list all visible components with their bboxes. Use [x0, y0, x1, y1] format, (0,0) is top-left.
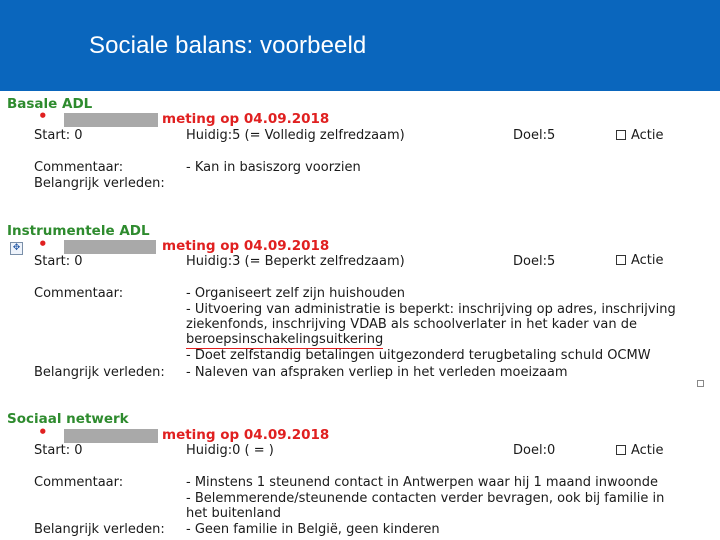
meting-date: meting op 04.09.2018 [162, 238, 330, 254]
commentaar-line: - Organiseert zelf zijn huishouden [186, 286, 405, 301]
commentaar-line: - Doet zelfstandig betalingen uitgezonderd terugbetaling schuld OCMW [186, 348, 651, 363]
spellcheck-underlined-word: beroepsinschakelingsuitkering [186, 332, 384, 347]
actie-label: Actie [631, 128, 664, 143]
checkbox-icon[interactable] [616, 445, 626, 455]
checkbox-icon[interactable] [616, 255, 626, 265]
commentaar-line: ziekenfonds, inschrijving VDAB als schoolverlater in het kader van de [186, 317, 637, 332]
huidig-value: Huidig:0 ( = ) [186, 443, 274, 458]
meting-date: meting op 04.09.2018 [162, 111, 330, 127]
meting-date: meting op 04.09.2018 [162, 427, 330, 443]
huidig-value: Huidig:3 (= Beperkt zelfredzaam) [186, 254, 405, 269]
section-title-basale-adl: Basale ADL [7, 96, 93, 112]
redacted-name [64, 113, 158, 127]
verleden-label: Belangrijk verleden: [34, 365, 165, 380]
actie-checkbox[interactable] [616, 128, 664, 144]
bullet-icon: • [38, 423, 48, 441]
actie-checkbox[interactable] [616, 253, 664, 269]
verleden-label: Belangrijk verleden: [34, 176, 165, 191]
checkbox-icon[interactable] [616, 130, 626, 140]
start-value: Start: 0 [34, 254, 83, 269]
resize-handle-icon[interactable] [697, 380, 704, 387]
start-value: Start: 0 [34, 128, 83, 143]
redacted-name [64, 240, 156, 254]
redacted-name [64, 429, 158, 443]
doel-value: Doel:5 [513, 254, 556, 269]
doel-value: Doel:0 [513, 443, 556, 458]
verleden-label: Belangrijk verleden: [34, 522, 165, 537]
verleden-text: - Geen familie in België, geen kinderen [186, 522, 440, 537]
move-handle-icon[interactable]: ✥ [10, 242, 23, 255]
actie-label: Actie [631, 253, 664, 268]
section-title-sociaal-netwerk: Sociaal netwerk [7, 411, 129, 427]
start-value: Start: 0 [34, 443, 83, 458]
section-title-instrumentele-adl: Instrumentele ADL [7, 223, 150, 239]
bullet-icon: • [38, 235, 48, 253]
commentaar-label: Commentaar: [34, 160, 124, 175]
bullet-icon: • [38, 107, 48, 125]
huidig-value: Huidig:5 (= Volledig zelfredzaam) [186, 128, 405, 143]
commentaar-label: Commentaar: [34, 475, 124, 490]
actie-checkbox[interactable] [616, 443, 664, 459]
slide-header [0, 0, 720, 91]
commentaar-line [186, 332, 383, 348]
actie-label: Actie [631, 443, 664, 458]
commentaar-line: - Uitvoering van administratie is beperkt: inschrijving op adres, inschrijving [186, 302, 676, 317]
commentaar-line: - Belemmerende/steunende contacten verder bevragen, ook bij familie in [186, 491, 665, 506]
verleden-text: - Naleven van afspraken verliep in het verleden moeizaam [186, 365, 568, 380]
commentaar-line: - Minstens 1 steunend contact in Antwerpen waar hij 1 maand inwoonde [186, 475, 659, 490]
commentaar-line: het buitenland [186, 506, 281, 521]
commentaar-label: Commentaar: [34, 286, 124, 301]
doel-value: Doel:5 [513, 128, 556, 143]
slide-title: Sociale balans: voorbeeld [89, 32, 367, 59]
commentaar-line: - Kan in basiszorg voorzien [186, 160, 361, 175]
